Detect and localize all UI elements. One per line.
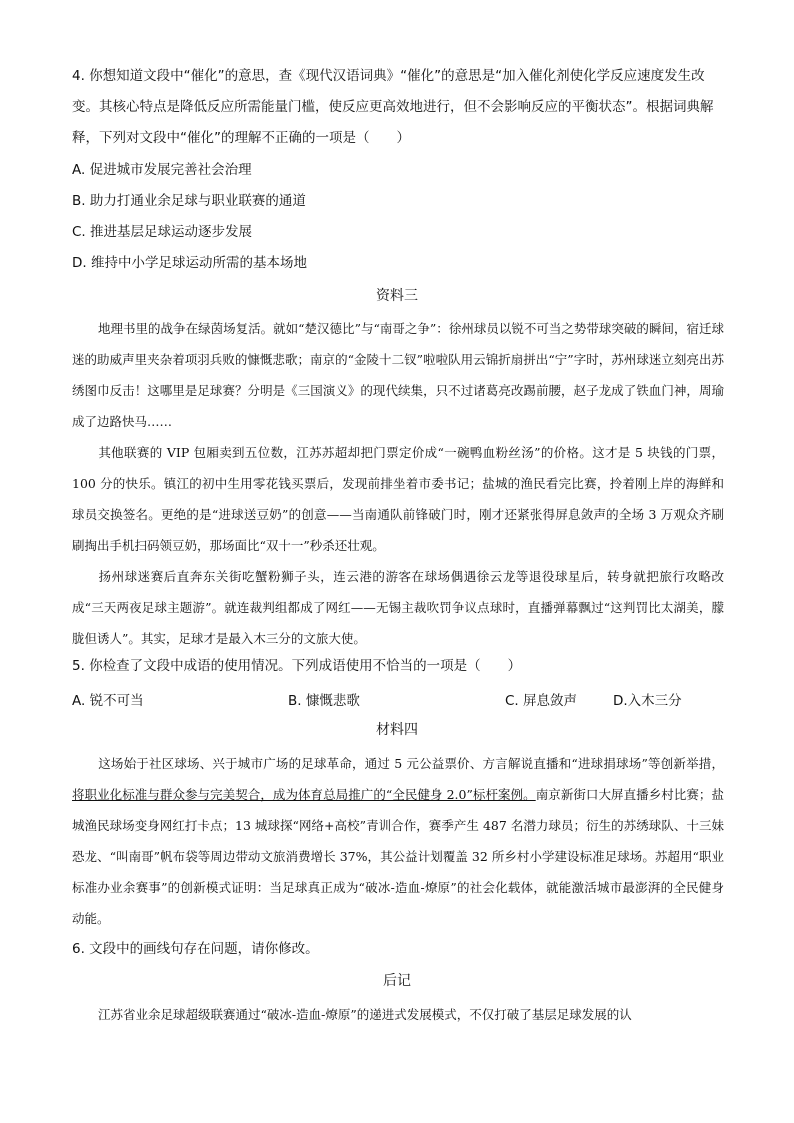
question-5: 5. 你检查了文段中成语的使用情况。下列成语使用不恰当的一项是（ ） — [72, 658, 522, 674]
q4-option-a: A. 促进城市发展完善社会治理 — [72, 162, 252, 178]
q5-option-d: D.入木三分 — [613, 693, 682, 709]
q4-option-d: D. 维持中小学足球运动所需的基本场地 — [72, 255, 307, 271]
q5-option-c: C. 屏息敛声 — [505, 693, 578, 709]
material-4-text-before: 这场始于社区球场、兴于城市广场的足球革命，通过 5 元公益票价、方言解说直播和“进球捐球场”等创新举措， — [98, 756, 724, 771]
material-3-paragraph-2 — [72, 437, 724, 561]
q4-option-b: B. 助力打通业余足球与职业联赛的通道 — [72, 193, 306, 209]
question-6: 6. 文段中的画线句存在问题，请你修改。 — [72, 941, 319, 957]
material-3-paragraph-1-text: 地理书里的战争在绿茵场复活。就如“楚汉德比”与“南哥之争”：徐州球员以锐不可当之势带球突破的瞬间，宿迁球迷的助威声里夹杂着项羽兵败的慷慨悲歌；南京的“金陵十二钗”啦啦队用云锦折扇拼出“宁”字时，苏州球迷立刻亮出苏绣图巾反击！这哪里是足球赛？分明是《三国演义》的现代续集，只不过诸葛亮改踢前腰，赵子龙成了铁血门神，周瑜成了边路快马…… — [72, 321, 724, 429]
q4-option-c: C. 推进基层足球运动逐步发展 — [72, 224, 253, 240]
question-4: 4. 你想知道文段中“催化”的意思，查《现代汉语词典》“催化”的意思是“加入催化剂使化学反应速度发生改变。其核心特点是降低反应所需能量门槛，使反应更高效地进行，但不会影响反应的平衡状态”。根据词典解释，下列对文段中“催化”的理解不正确的一项是（ ） — [72, 68, 714, 146]
material-4-title: 材料四 — [376, 722, 418, 738]
q5-option-a: A. 锐不可当 — [72, 693, 144, 709]
afterword-title: 后记 — [383, 973, 411, 989]
afterword-paragraph-1-text: 江苏省业余足球超级联赛通过“破冰-造血-燎原”的递进式发展模式，不仅打破了基层足球发展的认 — [98, 1007, 632, 1022]
material-3-paragraph-1 — [72, 313, 724, 437]
material-3-title: 资料三 — [376, 288, 418, 304]
material-4-text-after: 南京新街口大屏直播乡村比赛；盐城渔民球场变身网红打卡点；13 城球探“网络+高校”青训合作，赛季产生 487 名潜力球员；衍生的苏绣球队、十三妹恐龙、“叫南哥”帆布袋等周边带动文旅消费增长 37%，其公益计划覆盖 32 所乡村小学建设标准足球场。苏超用“职业标准办业余赛事”的创新模式证明：当足球真正成为“破冰-造血-燎原”的社会化载体，就能激活城市最澎湃的全民健身动能。 — [72, 787, 724, 926]
material-3-paragraph-3-text: 扬州球迷赛后直奔东关街吃蟹粉狮子头，连云港的游客在球场偶遇徐云龙等退役球星后，转身就把旅行攻略改成“三天两夜足球主题游”。就连裁判组都成了网红——无锡主裁吹罚争议点球时，直播弹幕飘过“这判罚比太湖美，朦胧但诱人”。其实，足球才是最入木三分的文旅大使。 — [72, 569, 724, 646]
material-3-paragraph-3 — [72, 561, 724, 654]
afterword-paragraph-1 — [72, 999, 724, 1030]
underlined-sentence: 将职业化标准与群众参与完美契合，成为体育总局推广的“全民健身 2.0”标杆案例。 — [72, 787, 536, 802]
q5-option-b: B. 慷慨悲歌 — [288, 693, 360, 709]
material-4-paragraph-1 — [72, 748, 724, 934]
material-3-paragraph-2-text: 其他联赛的 VIP 包厢卖到五位数，江苏苏超却把门票定价成“一碗鸭血粉丝汤”的价格。这才是 5 块钱的门票，100 分的快乐。镇江的初中生用零花钱买票后，发现前排坐着市委书记；盐城的渔民看完比赛，拎着刚上岸的海鲜和球员交换签名。更绝的是“进球送豆奶”的创意——当南通队前锋破门时，刚才还紧张得屏息敛声的全场 3 万观众齐刷刷掏出手机扫码领豆奶，那场面比“双十一”秒杀还壮观。 — [72, 445, 724, 553]
